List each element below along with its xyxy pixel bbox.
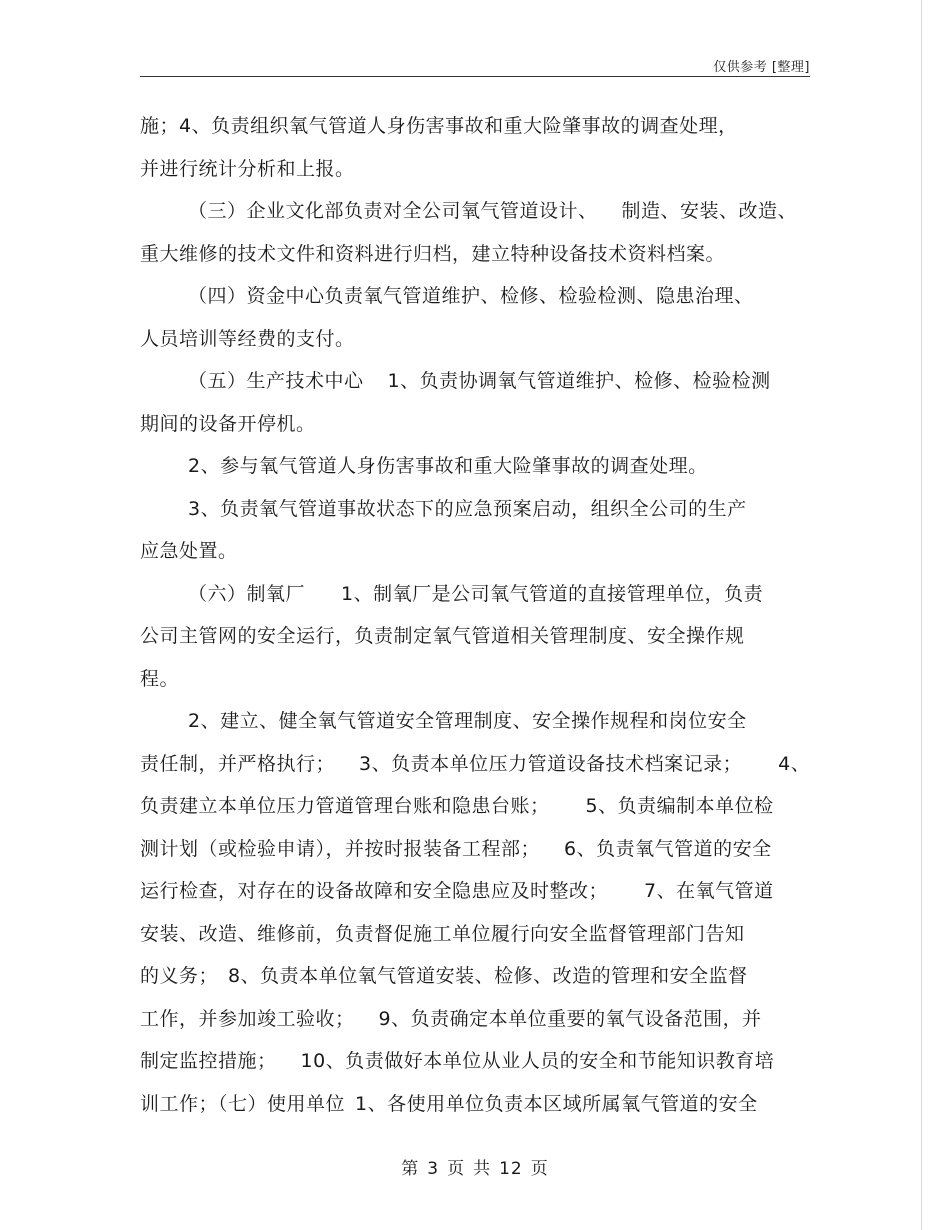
text-line: （四）资金中心负责氧气管道维护、检修、检验检测、隐患治理、 — [188, 285, 754, 307]
footer-label-ye-2: 页 — [530, 1159, 549, 1179]
footer-label-di: 第 — [401, 1159, 420, 1179]
text-line: （六）制氧厂 1、制氧厂是公司氧气管道的直接管理单位，负责 — [188, 582, 764, 605]
text-line: （三）企业文化部负责对全公司氧气管道设计、 制造、安装、改造、 — [188, 200, 798, 222]
text-line: 责任制，并严格执行； 3、负责本单位压力管道设备技术档案记录； 4、 — [140, 752, 811, 775]
text-line: 应急处置。 — [140, 540, 238, 562]
page-edge — [921, 0, 940, 1230]
footer-label-ye: 页 — [447, 1159, 466, 1179]
text-line: 3、负责氧气管道事故状态下的应急预案启动，组织全公司的生产 — [188, 497, 747, 520]
text-line: 2、参与氧气管道人身伤害事故和重大险肇事故的调查处理。 — [188, 455, 708, 477]
header-note: 仅供参考 [整理] — [713, 60, 810, 75]
text-line: 制定监控措施； 10、负责做好本单位从业人员的安全和节能知识教育培 — [140, 1050, 775, 1072]
page-footer — [0, 1154, 950, 1179]
text-line: 施；4、负责组织氧气管道人身伤害事故和重大险肇事故的调查处理， — [140, 115, 738, 137]
text-line: 运行检查，对存在的设备故障和安全隐患应及时整改； 7、在氧气管道 — [140, 880, 774, 902]
text-line: 2、建立、健全氧气管道安全管理制度、安全操作规程和岗位安全 — [188, 710, 747, 732]
total-pages: 12 — [499, 1159, 523, 1179]
page-number: 3 — [427, 1159, 440, 1179]
footer-label-gong: 共 — [473, 1159, 492, 1179]
text-line: 重大维修的技术文件和资料进行归档，建立特种设备技术资料档案。 — [140, 242, 726, 265]
body-text — [140, 105, 810, 1125]
text-line: 期间的设备开停机。 — [140, 412, 316, 435]
text-line: 训工作；（七）使用单位 1、各使用单位负责本区域所属氧气管道的安全 — [140, 1092, 758, 1115]
text-line: （五）生产技术中心 1、负责协调氧气管道维护、检修、检验检测 — [188, 370, 771, 392]
text-line: 程。 — [140, 667, 180, 690]
text-line: 的义务； 8、负责本单位氧气管道安装、检修、改造的管理和安全监督 — [140, 965, 748, 987]
text-line: 公司主管网的安全运行，负责制定氧气管道相关管理制度、安全操作规 — [140, 625, 745, 647]
text-line: 测计划（或检验申请），并按时报装备工程部； 6、负责氧气管道的安全 — [140, 837, 772, 860]
text-line: 人员培训等经费的支付。 — [140, 327, 355, 350]
text-line: 工作，并参加竣工验收； 9、负责确定本单位重要的氧气设备范围，并 — [140, 1007, 762, 1030]
text-line: 并进行统计分析和上报。 — [140, 157, 355, 180]
page-header — [140, 52, 810, 77]
text-line: 安装、改造、维修前，负责督促施工单位履行向安全监督管理部门告知 — [140, 922, 745, 945]
text-line: 负责建立本单位压力管道管理台账和隐患台账； 5、负责编制本单位检 — [140, 795, 774, 817]
